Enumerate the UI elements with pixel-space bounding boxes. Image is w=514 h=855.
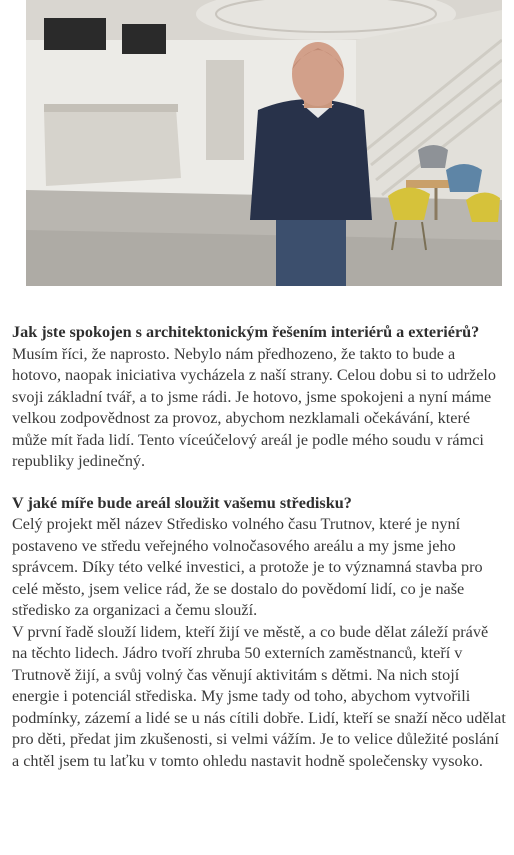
- article-photo: [26, 0, 502, 286]
- lobby-photo-illustration: [26, 0, 502, 286]
- article-body: [12, 322, 506, 772]
- interview-answer-2-paragraph-2: V první řadě slouží lidem, kteří žijí ve městě, a co bude dělat záleží právě na těchto lidech. Jádro tvoří zhruba 50 externích zaměstnanců, kteří v Trutnově žijí, a svůj volný čas věnují aktivitám s dětmi. Na nich stojí energie i potenciál střediska. My jsme tady od toho, abychom vytvořili podmínky, zázemí a lidé se u nás cítili dobře. Lidí, kteří se snaží něco udělat pro děti, předat jim zkušenosti, si velmi vážím. Je to velice důležité poslání a chtěl jsem tu laťku v tomto ohledu nastavit hodně společensky vysoko.: [12, 622, 506, 770]
- doorway: [206, 60, 244, 160]
- chair-grey: [418, 145, 448, 168]
- interview-answer-1: Musím říci, že naprosto. Nebylo nám předhozeno, že takto to bude a hotovo, naopak iniciativa vycházela z naší strany. Celou dobu si to udrželo svoji základní tvář, a to jsme rádi. Je hotovo, jsme spokojeni a nyní máme velkou zodpovědnost za provoz, abychom nezklamali očekávání, které může mít řada lidí. Tento víceúčelový areál je podle mého soudu v rámci republiky jedinečný.: [12, 344, 496, 470]
- chair-yellow-2: [466, 192, 500, 222]
- tv-screen-right: [122, 24, 166, 54]
- paragraph-gap: [12, 473, 506, 493]
- shirt: [250, 99, 372, 220]
- interview-question-1: Jak jste spokojen s architektonickým řešením interiérů a exteriérů?: [12, 323, 480, 341]
- tv-screen-left: [44, 18, 106, 50]
- interview-question-2: V jaké míře bude areál sloužit vašemu středisku?: [12, 493, 352, 512]
- chair-blue: [446, 164, 482, 192]
- head: [292, 42, 344, 106]
- reception-desk: [44, 108, 181, 186]
- chair-yellow: [388, 187, 430, 220]
- interview-answer-2-paragraph-1: Celý projekt měl název Středisko volného času Trutnov, které je nyní postaveno ve středu veřejného volnočasového areálu a my jsme jeho správcem. Díky této velké investici, a protože je to významná stavba pro celé město, jsem velice rád, že se dostalo do povědomí lidí, co je naše středisko za organizaci a čemu slouží.: [12, 515, 483, 619]
